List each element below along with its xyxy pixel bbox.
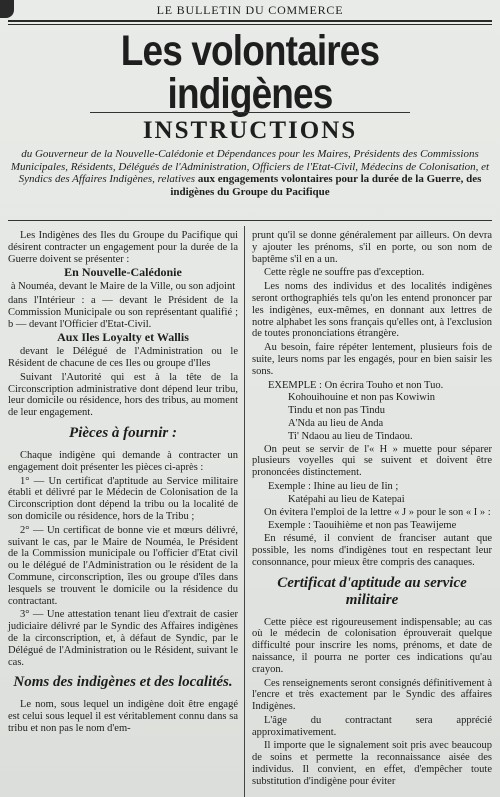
header-separator: [8, 220, 492, 221]
paragraph-cert-4: Il importe que le signalement soit pris avec beaucoup de soins et permette la reconnaissance aisée des individus. Il convient, en effet, d'empêcher toute substitution d'indigène pour éviter: [252, 740, 492, 787]
heading-pieces-a-fournir: Pièces à fournir :: [69, 424, 177, 441]
paragraph-piece-3: 3° — Une attestation tenant lieu d'extrait de casier judiciaire délivré par le Syndic des Affaires indigènes de la circonscription, et, à défaut de Syndic, par le Délégué de l'Administration ou le Résident, suivant le cas.: [8, 609, 238, 668]
paragraph-piece-1: 1° — Un certificat d'aptitude au Service militaire établi et délivré par le Médecin de Colonisation de la Circonscription dont dépend la tribu ou la localité de son domicile ou résidence, hors de la Tribu ;: [8, 475, 238, 522]
heading-noms-indigenes: Noms des indigènes et des localités.: [13, 674, 233, 691]
paragraph-cert-2: Ces renseignements seront consignés définitivement à l'encre et très exactement par le Syndic des affaires Indigènes.: [252, 677, 492, 713]
subtitle-italic: du Gouverneur de la Nouvelle-Calédonie et Dépendances pour les Maires, Présidents des Commissions Municipales, Résidents, Délégués de l'Administration, Officiers de l'Etat-Civil, Médecins de Colonisation, et Syndics des Affaires Indigènes, relatives: [10, 148, 490, 185]
example-line: A'Nda au lieu de Anda: [288, 417, 384, 429]
paragraph-h-muette: On peut se servir de l'« H » muette pour séparer plusieurs voyelles qui se suivent et doivent être prononcées distinctement.: [252, 443, 492, 479]
example-line: Exemple : Taouihième et non pas Teawijeme: [268, 520, 457, 532]
paragraph-orthographe: Les noms des individus et des localités indigènes seront orthographiés tels qu'on les entend prononcer par les indigènes, eux-mêmes, en donnant aux lettres de notre alphabet les sons français qu'elles ont, à l'exclusion de toutes prononciations étrangère.: [252, 281, 492, 340]
paragraph-piece-2: 2° — Un certificat de bonne vie et mœurs délivré, suivant le cas, par le Maire de Nouméa, le Président de la Commission municipale ou l'officier d'Etat civil ou le délégué de l'Administration ou le résident de la Commune, circonscription, îles ou groupe d'îles dans lesquels se trouvent le domicile ou la résidence du contractant.: [8, 524, 238, 607]
page-title: Les volontaires indigènes: [120, 27, 380, 118]
subtitle: [4, 148, 496, 198]
paragraph-autorite: Suivant l'Autorité qui est à la tête de la Circonscription administrative dont dépend leur tribu, leur domicile ou résidence, hors des tribus, au moment de leur engagement.: [8, 371, 238, 419]
heading-nouvelle-caledonie: En Nouvelle-Calédonie: [64, 265, 182, 280]
paragraph-resume: En résumé, il convient de franciser autant que possible, les noms d'indigènes tout en respectant leur consonnance, pour mieux être compris des canaques.: [252, 533, 492, 568]
paragraph-noms-1: Le nom, sous lequel un indigène doit être engagé est celui sous lequel il est véritablement connu dans sa tribu et non pas le nom d'em-: [8, 699, 238, 734]
heading-loyalty-wallis: Aux Iles Loyalty et Wallis: [57, 330, 189, 345]
example-line: Ti' Ndaou au lieu de Tindaou.: [288, 430, 413, 442]
paragraph-repeter: Au besoin, faire répéter lentement, plusieurs fois de suite, leurs noms par les engagés, pour en bien saisir les sons.: [252, 342, 492, 377]
paragraph-interieur: dans l'Intérieur : a — devant le Président de la Commission Municipale ou son représentant qualifié ; b — devant l'Officier d'Etat-Civil.: [8, 294, 238, 330]
subtitle-bold: aux engagements volontaires pour la durée de la Guerre, des indigènes du Groupe du Pacifique: [170, 173, 482, 198]
paragraph-cert-3: L'âge du contractant sera apprécié approximativement.: [252, 714, 492, 738]
paragraph-intro: Les Indigènes des Iles du Groupe du Pacifique qui désirent contracter un engagement pour la durée de la Guerre doivent se présenter :: [8, 230, 238, 265]
column-divider: [244, 226, 245, 797]
paragraph-regle: Cette règle ne souffre pas d'exception.: [264, 267, 425, 279]
left-column: [8, 230, 238, 737]
title-rule: [90, 112, 410, 113]
example-line: Tindu et non pas Tindu: [288, 405, 386, 417]
paragraph-noumea: à Nouméa, devant le Maire de la Ville, ou son adjoint: [10, 281, 236, 293]
top-double-rule: [8, 20, 492, 25]
paragraph-delegue: devant le Délégué de l'Administration ou le Résident de chacune de ces Iles ou groupe d'Iles: [8, 346, 238, 369]
example-line: Katépahi au lieu de Katepai: [288, 493, 405, 505]
example-line: Exemple : Ihine au lieu de Iin ;: [268, 480, 399, 492]
right-column: [252, 230, 492, 790]
paragraph-pieces-intro: Chaque indigène qui demande à contracter un engagement doit présenter les pièces ci-après :: [8, 449, 238, 473]
paragraph-cert-1: Cette pièce est rigoureusement indispensable; au cas où le médecin de colonisation éprouverait quelque difficulté pour inscrire les noms, prénoms, et date de naissance, il pourra ne porter ces indications qu'au crayon.: [252, 616, 492, 675]
heading-certificat-aptitude: Certificat d'aptitude au service militaire: [277, 574, 467, 608]
example-line: EXEMPLE : On écrira Touho et non Tuo.: [268, 379, 444, 391]
section-heading-instructions: INSTRUCTIONS: [142, 117, 358, 144]
paragraph-continuation: prunt qu'il se donne généralement par ailleurs. On devra y ajouter les prénoms, s'il en porte, ou son nom de baptême s'il en a un.: [252, 230, 492, 265]
example-line: Kohouihouine et non pas Kowiwin: [288, 392, 435, 404]
paragraph-lettre-j: On évitera l'emploi de la lettre « J » pour le son « I » :: [264, 506, 491, 518]
running-head: LE BULLETIN DU COMMERCE: [156, 3, 344, 17]
